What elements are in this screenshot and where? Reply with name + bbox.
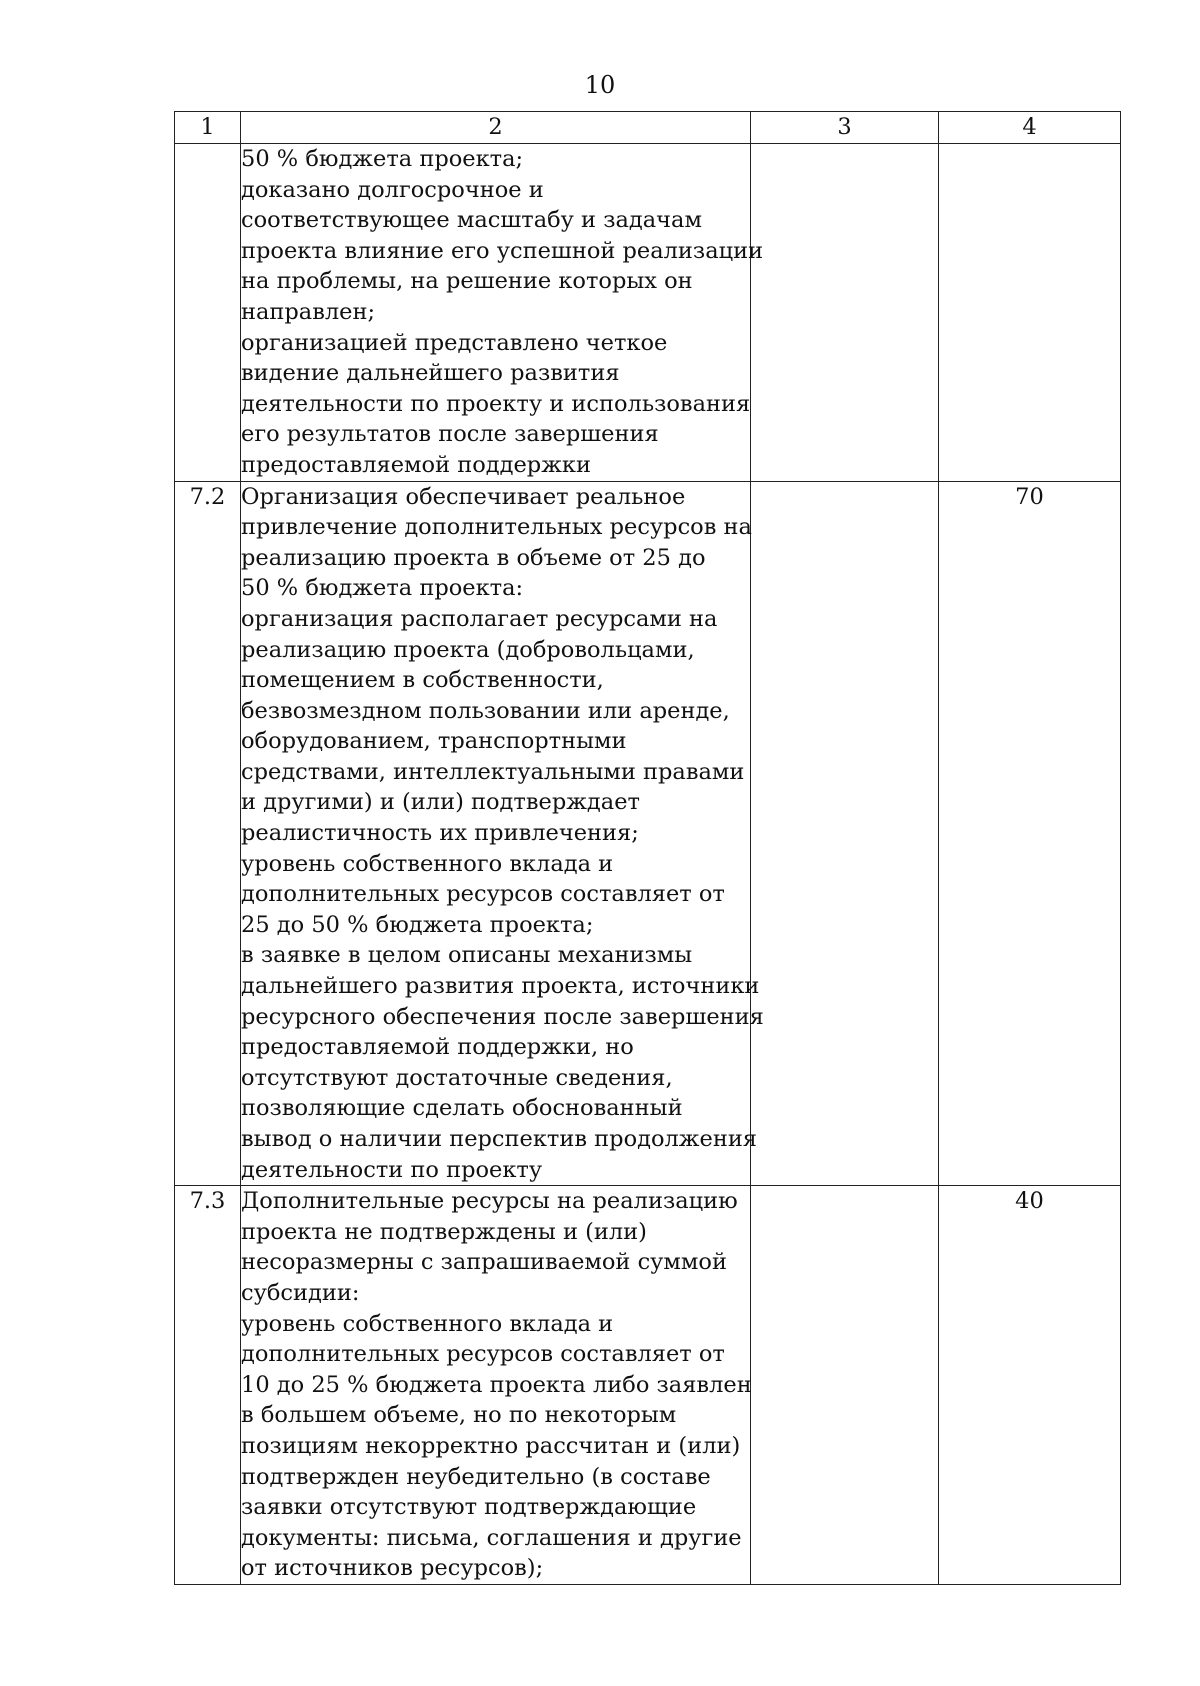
- description-line: субсидии:: [241, 1279, 360, 1306]
- column-3-cell: [751, 144, 939, 482]
- description-line: уровень собственного вклада и: [241, 1310, 614, 1337]
- table-row: [175, 1186, 1121, 1585]
- description-line: 50 % бюджета проекта:: [241, 575, 524, 602]
- description-line: предоставляемой поддержки: [241, 451, 591, 478]
- description-line: несоразмерны с запрашиваемой суммой: [241, 1249, 727, 1276]
- description-line: привлечение дополнительных ресурсов на: [241, 514, 752, 541]
- description-line: реализацию проекта (добровольцами,: [241, 636, 695, 663]
- description-line: предоставляемой поддержки, но: [241, 1034, 634, 1061]
- page-number: 10: [584, 71, 616, 99]
- table-header-row: [175, 112, 1121, 144]
- score-cell: [939, 144, 1121, 482]
- column-header-4: 4: [939, 112, 1121, 144]
- description-line: от источников ресурсов);: [241, 1555, 544, 1582]
- row-number: 7.3: [175, 1186, 241, 1585]
- criterion-description: [241, 481, 764, 1186]
- description-line: в большем объеме, но по некоторым: [241, 1402, 677, 1429]
- table-row: [175, 144, 1121, 482]
- description-line: 50 % бюджета проекта;: [241, 146, 524, 172]
- description-line: реализацию проекта в объеме от 25 до: [241, 544, 706, 571]
- description-line: 10 до 25 % бюджета проекта либо заявлен: [241, 1371, 752, 1398]
- description-line: в заявке в целом описаны механизмы: [241, 942, 693, 969]
- description-line: оборудованием, транспортными: [241, 728, 627, 755]
- description-line: Дополнительные ресурсы на реализацию: [241, 1188, 738, 1215]
- column-header-2: 2: [241, 112, 751, 144]
- description-line: безвозмездном пользовании или аренде,: [241, 697, 730, 724]
- criterion-description: [241, 1186, 751, 1585]
- row-number: [175, 144, 241, 482]
- description-line: реалистичность их привлечения;: [241, 820, 639, 847]
- description-line: подтвержден неубедительно (в составе: [241, 1463, 711, 1490]
- description-line: проекта влияние его успешной реализации: [241, 237, 764, 264]
- description-line: проекта не подтверждены и (или): [241, 1218, 647, 1245]
- description-line: его результатов после завершения: [241, 421, 659, 448]
- description-line: заявки отсутствуют подтверждающие: [241, 1494, 697, 1521]
- description-line: ресурсного обеспечения после завершения: [241, 1003, 764, 1030]
- row-number: 7.2: [175, 481, 241, 1186]
- description-line: средствами, интеллектуальными правами: [241, 758, 745, 785]
- column-3-cell: [751, 1186, 939, 1585]
- criterion-description: [241, 144, 764, 482]
- description-line: дополнительных ресурсов составляет от: [241, 1341, 725, 1368]
- description-line: позициям некорректно рассчитан и (или): [241, 1432, 741, 1459]
- description-line: деятельности по проекту и использования: [241, 390, 751, 417]
- description-line: позволяющие сделать обоснованный: [241, 1095, 683, 1122]
- description-line: организацией представлено четкое: [241, 329, 668, 356]
- description-line: уровень собственного вклада и: [241, 850, 614, 877]
- description-line: отсутствуют достаточные сведения,: [241, 1064, 673, 1091]
- description-line: вывод о наличии перспектив продолжения: [241, 1126, 758, 1152]
- description-line: направлен;: [241, 298, 376, 325]
- score-cell: 40: [939, 1186, 1121, 1585]
- column-header-3: 3: [751, 112, 939, 144]
- column-header-1: 1: [175, 112, 241, 144]
- score-cell: 70: [939, 481, 1121, 1186]
- description-line: деятельности по проекту: [241, 1156, 543, 1183]
- description-line: 25 до 50 % бюджета проекта;: [241, 911, 594, 938]
- criteria-table: [174, 111, 1121, 1585]
- description-line: организация располагает ресурсами на: [241, 605, 718, 632]
- description-line: помещением в собственности,: [241, 667, 604, 694]
- table-row: [175, 481, 1121, 1186]
- description-line: дальнейшего развития проекта, источники: [241, 973, 760, 1000]
- description-line: Организация обеспечивает реальное: [241, 483, 686, 510]
- description-line: доказано долгосрочное и: [241, 176, 544, 203]
- description-line: документы: письма, соглашения и другие: [241, 1524, 742, 1551]
- description-line: дополнительных ресурсов составляет от: [241, 881, 725, 908]
- description-line: и другими) и (или) подтверждает: [241, 789, 640, 816]
- description-line: видение дальнейшего развития: [241, 360, 620, 387]
- description-line: на проблемы, на решение которых он: [241, 268, 693, 295]
- description-line: соответствующее масштабу и задачам: [241, 207, 702, 234]
- column-3-cell: [751, 481, 939, 1186]
